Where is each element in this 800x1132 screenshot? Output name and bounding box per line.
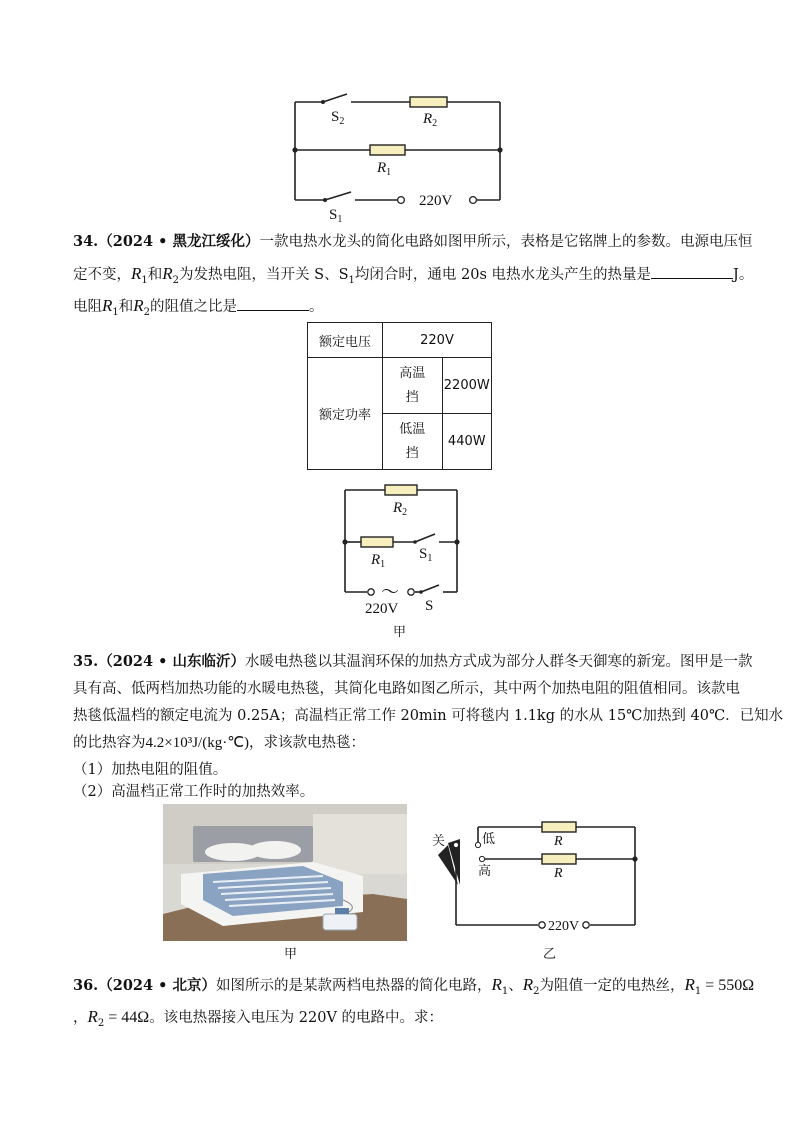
q35-label-r-middle: R (554, 866, 563, 881)
q34-circuit-diagram (335, 480, 465, 640)
q34-answer-blank-2[interactable] (237, 296, 309, 311)
q35-resistor-middle (542, 854, 576, 864)
q35-photo-caption: 甲 (284, 947, 298, 962)
label-r1: R (377, 160, 387, 176)
switch-label-high: 高 (478, 863, 492, 878)
q34-nameplate-table (307, 322, 492, 470)
switch-label-off: 关 (432, 833, 446, 848)
label-voltage: 220V (419, 193, 453, 209)
q34-label-s: S (425, 598, 434, 614)
q35-resistor-top (542, 822, 576, 832)
q35-sub-question-2: （2）高温档正常工作时的加热效率。 (73, 784, 315, 800)
q34-figure-caption: 甲 (393, 624, 407, 639)
svg-text:R2: $R_2$ (423, 111, 438, 129)
svg-text:S2: $S_2$ (331, 109, 345, 127)
svg-text:S1: $S_1$ (329, 207, 343, 225)
svg-text:S1: $S_1$ (419, 546, 433, 564)
q34-source: （2024 • 黑龙江绥化） (98, 233, 260, 250)
top-circuit-diagram (285, 90, 510, 225)
resistor-r1 (370, 145, 405, 155)
table-rated-voltage-value: 220V (383, 323, 492, 358)
q34-answer-blank-1[interactable] (651, 264, 733, 279)
table-low-label: 低温 挡 (383, 414, 443, 470)
q34-label-s1: S (419, 546, 428, 562)
table-rated-power-label: 额定功率 (308, 358, 383, 470)
q35-line-3: 热毯低温档的额定电流为 0.25A；高温档正常工作 20min 可将毯内 1.1kg 的水从 15℃加热到 40℃．已知水 (73, 708, 784, 724)
svg-text:R1: $R_1$ (371, 552, 386, 570)
q34-ac-symbol: ～ (381, 582, 399, 602)
q34-label-voltage: 220V (365, 601, 399, 617)
label-s1: S (329, 207, 338, 223)
q34-resistor-r1 (361, 537, 393, 547)
q35-circuit-caption: 乙 (543, 946, 557, 961)
q34-text-1: 一款电热水龙头的简化电路如图甲所示，表格是它铭牌上的参数。电源电压恒 (259, 234, 753, 250)
q34-line-3: 电阻$R_1$和$R_2$的阻值之比是 。 (73, 296, 324, 318)
q35-circuit-diagram (430, 815, 645, 965)
q35-line-2: 具有高、低两档加热功能的水暖电热毯，其简化电路如图乙所示，其中两个加热电阻的阻值相同。该款电 (73, 681, 740, 697)
q34-label-r2: R (393, 500, 403, 516)
q36-number: 36. (73, 977, 99, 994)
label-r2: R (423, 111, 433, 127)
q36-line-1: 36.（2024 • 北京）如图所示的是某款两档电热器的简化电路，$R_1$、$R_2$为阻值一定的电热丝，$R_1 = 550\Omega$ (73, 975, 755, 997)
q35-number: 35. (73, 653, 99, 670)
q35-source: （2024 • 山东临沂） (98, 653, 245, 670)
q35-line-1: 35.（2024 • 山东临沂）水暖电热毯以其温润环保的加热方式成为部分人群冬天御寒的新宠。图甲是一款 (73, 653, 753, 670)
q35-sub-question-1: （1）加热电阻的阻值。 (73, 762, 228, 778)
table-rated-voltage-label: 额定电压 (308, 323, 383, 358)
q35-bedroom-photo (163, 804, 407, 941)
q35-label-voltage: 220V (548, 919, 580, 934)
q34-line-1 (73, 232, 752, 252)
q36-source: （2024 • 北京） (98, 977, 216, 994)
q34-line-2: 定不变，$R_1$和$R_2$为发热电阻，当开关 S、$S_1$均闭合时，通电 20s 电热水龙头产生的热量是 J。 (73, 264, 754, 286)
table-high-value: 2200W (442, 358, 491, 414)
q34-number: 34. (73, 233, 99, 250)
q34-resistor-r2 (385, 485, 417, 495)
switch-label-low: 低 (482, 831, 496, 846)
svg-text:R1: $R_1$ (377, 160, 392, 178)
table-low-value: 440W (442, 414, 491, 470)
resistor-r2 (410, 97, 447, 107)
q35-label-r-top: R (554, 834, 563, 849)
specific-heat-formula: 4.2×10³J/(kg·℃) (145, 735, 250, 751)
table-high-label: 高温 挡 (383, 358, 443, 414)
label-s2: S (331, 109, 340, 125)
q35-line-4: 的比热容为4.2×10³J/(kg·℃)，求该款电热毯： (73, 735, 366, 751)
svg-text:R2: $R_2$ (393, 500, 408, 518)
q36-line-2: ，$R_2 = 44\Omega$。该电热器接入电压为 220V 的电路中。求： (73, 1007, 444, 1029)
q34-label-r1: R (371, 552, 381, 568)
